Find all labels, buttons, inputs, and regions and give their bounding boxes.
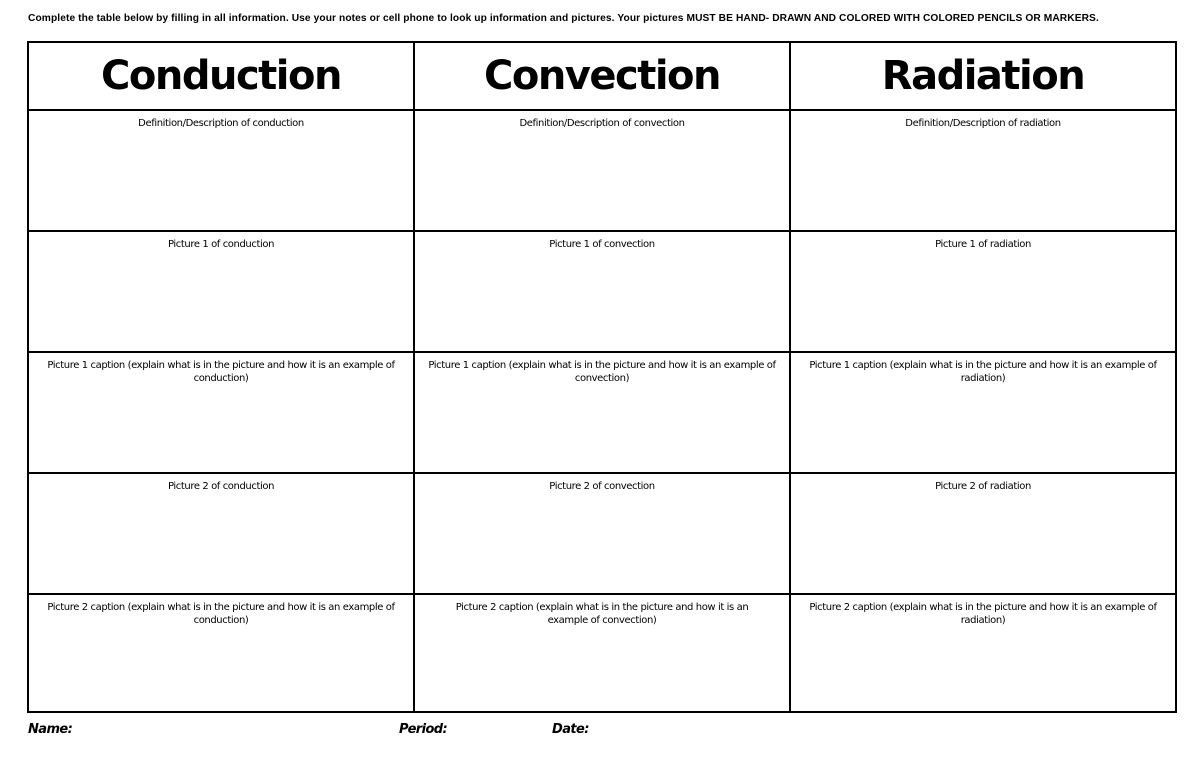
cell-label: Picture 1 caption (explain what is in the picture and how it is an example of convection) [428,360,776,384]
column-title: Convection [483,53,720,99]
instructions-text: Complete the table below by filling in all information. Use your notes or cell phone to look up information and pictures. Your pictures MUST BE HAND- DRAWN AND COLORED WITH COLORED PENCILS OR MARKERS. [28,13,1099,24]
column-header-radiation [790,42,1176,110]
cell-label: Picture 2 of convection [549,481,655,492]
picture-1-row [28,231,1176,352]
conduction-picture-2-cell[interactable] [28,473,414,594]
radiation-caption-1-cell[interactable] [790,352,1176,473]
radiation-picture-2-cell[interactable] [790,473,1176,594]
radiation-caption-2-cell[interactable] [790,594,1176,712]
convection-caption-2-cell[interactable] [414,594,790,712]
cell-label: Picture 1 caption (explain what is in the picture and how it is an example of radiation) [809,360,1157,384]
worksheet-table [27,41,1177,713]
picture-2-caption-row [28,594,1176,712]
conduction-picture-1-cell[interactable] [28,231,414,352]
cell-label: Definition/Description of radiation [905,118,1061,129]
conduction-definition-cell[interactable] [28,110,414,231]
convection-picture-1-cell[interactable] [414,231,790,352]
radiation-picture-1-cell[interactable] [790,231,1176,352]
cell-label: Picture 2 caption (explain what is in the picture and how it is an example of convection) [455,602,749,626]
picture-1-caption-row [28,352,1176,473]
cell-label: Picture 1 of radiation [935,239,1031,250]
cell-label: Picture 2 of conduction [167,481,275,492]
cell-label: Picture 2 of radiation [935,481,1031,492]
convection-caption-1-cell[interactable] [414,352,790,473]
convection-picture-2-cell[interactable] [414,473,790,594]
radiation-definition-cell[interactable] [790,110,1176,231]
name-label: Name: [28,722,73,737]
cell-label: Picture 2 caption (explain what is in the picture and how it is an example of conduction) [47,602,395,626]
conduction-caption-1-cell[interactable] [28,352,414,473]
cell-label: Picture 2 caption (explain what is in the picture and how it is an example of radiation) [809,602,1157,626]
column-header-conduction [28,42,414,110]
cell-label: Picture 1 caption (explain what is in the picture and how it is an example of conduction) [47,360,395,384]
column-title: Radiation [881,53,1085,99]
cell-label: Picture 1 of conduction [167,239,275,250]
definition-row [28,110,1176,231]
convection-definition-cell[interactable] [414,110,790,231]
cell-label: Picture 1 of convection [549,239,655,250]
picture-2-row [28,473,1176,594]
cell-label: Definition/Description of conduction [138,118,304,129]
date-label: Date: [552,722,589,737]
conduction-caption-2-cell[interactable] [28,594,414,712]
period-label: Period: [399,722,448,737]
cell-label: Definition/Description of convection [519,118,685,129]
column-header-convection [414,42,790,110]
column-title: Conduction [101,53,341,99]
header-row [28,42,1176,110]
